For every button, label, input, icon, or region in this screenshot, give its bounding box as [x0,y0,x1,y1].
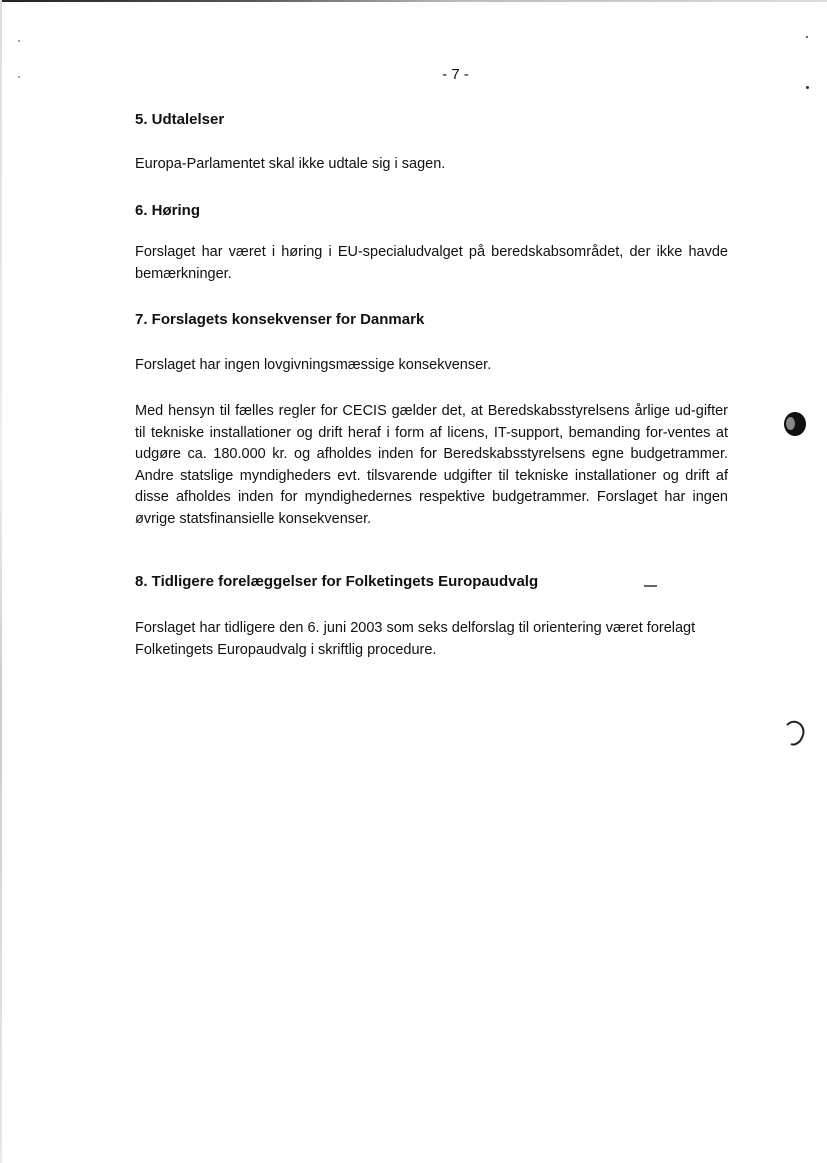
section-heading-udtalelser: 5. Udtalelser [135,111,225,128]
section-paragraph: Forslaget har været i høring i EU-specialudvalget på beredskabsområdet, der ikke havde bemærkninger. [135,244,728,282]
section-heading-tidligere-forelaeggelser: 8. Tidligere forelæggelser for Folketingets Europaudvalg [135,573,539,590]
section-heading-konsekvenser: 7. Forslagets konsekvenser for Danmark [135,311,425,328]
page-number: - 7 - [442,66,469,83]
scan-top-edge [0,0,827,2]
scan-speck [806,86,809,89]
scan-dash-mark [644,585,657,587]
binder-ring-icon [783,719,809,747]
scan-speck [18,76,20,78]
scan-left-edge [0,0,2,1163]
scan-speck [18,40,20,42]
section-paragraph: Forslaget har ingen lovgivningsmæssige konsekvenser. [135,357,492,373]
section-paragraph: Europa-Parlamentet skal ikke udtale sig i sagen. [135,156,446,172]
punch-hole-icon [784,412,806,436]
section-paragraph: Med hensyn til fælles regler for CECIS gælder det, at Beredskabsstyrelsens årlige ud-gifter til tekniske installationer og drift heraf i form af licens, IT-support, bemanding for-ventes at udgøre ca. 180.000 kr. og afholdes inden for Beredskabsstyrelsens egne budgetrammer. Andre statslige myndigheders evt. tilsvarende udgifter til tekniske installationer og drift af disse afholdes inden for myndighedernes respektive budgetrammer. Forslaget har ingen øvrige statsfinansielle konsekvenser. [135,403,728,527]
section-heading-horing: 6. Høring [135,202,201,219]
scan-speck [806,36,808,38]
section-paragraph: Forslaget har tidligere den 6. juni 2003 som seks delforslag til orientering været forelagt Folketingets Europaudvalg i skriftlig procedure. [135,620,696,658]
